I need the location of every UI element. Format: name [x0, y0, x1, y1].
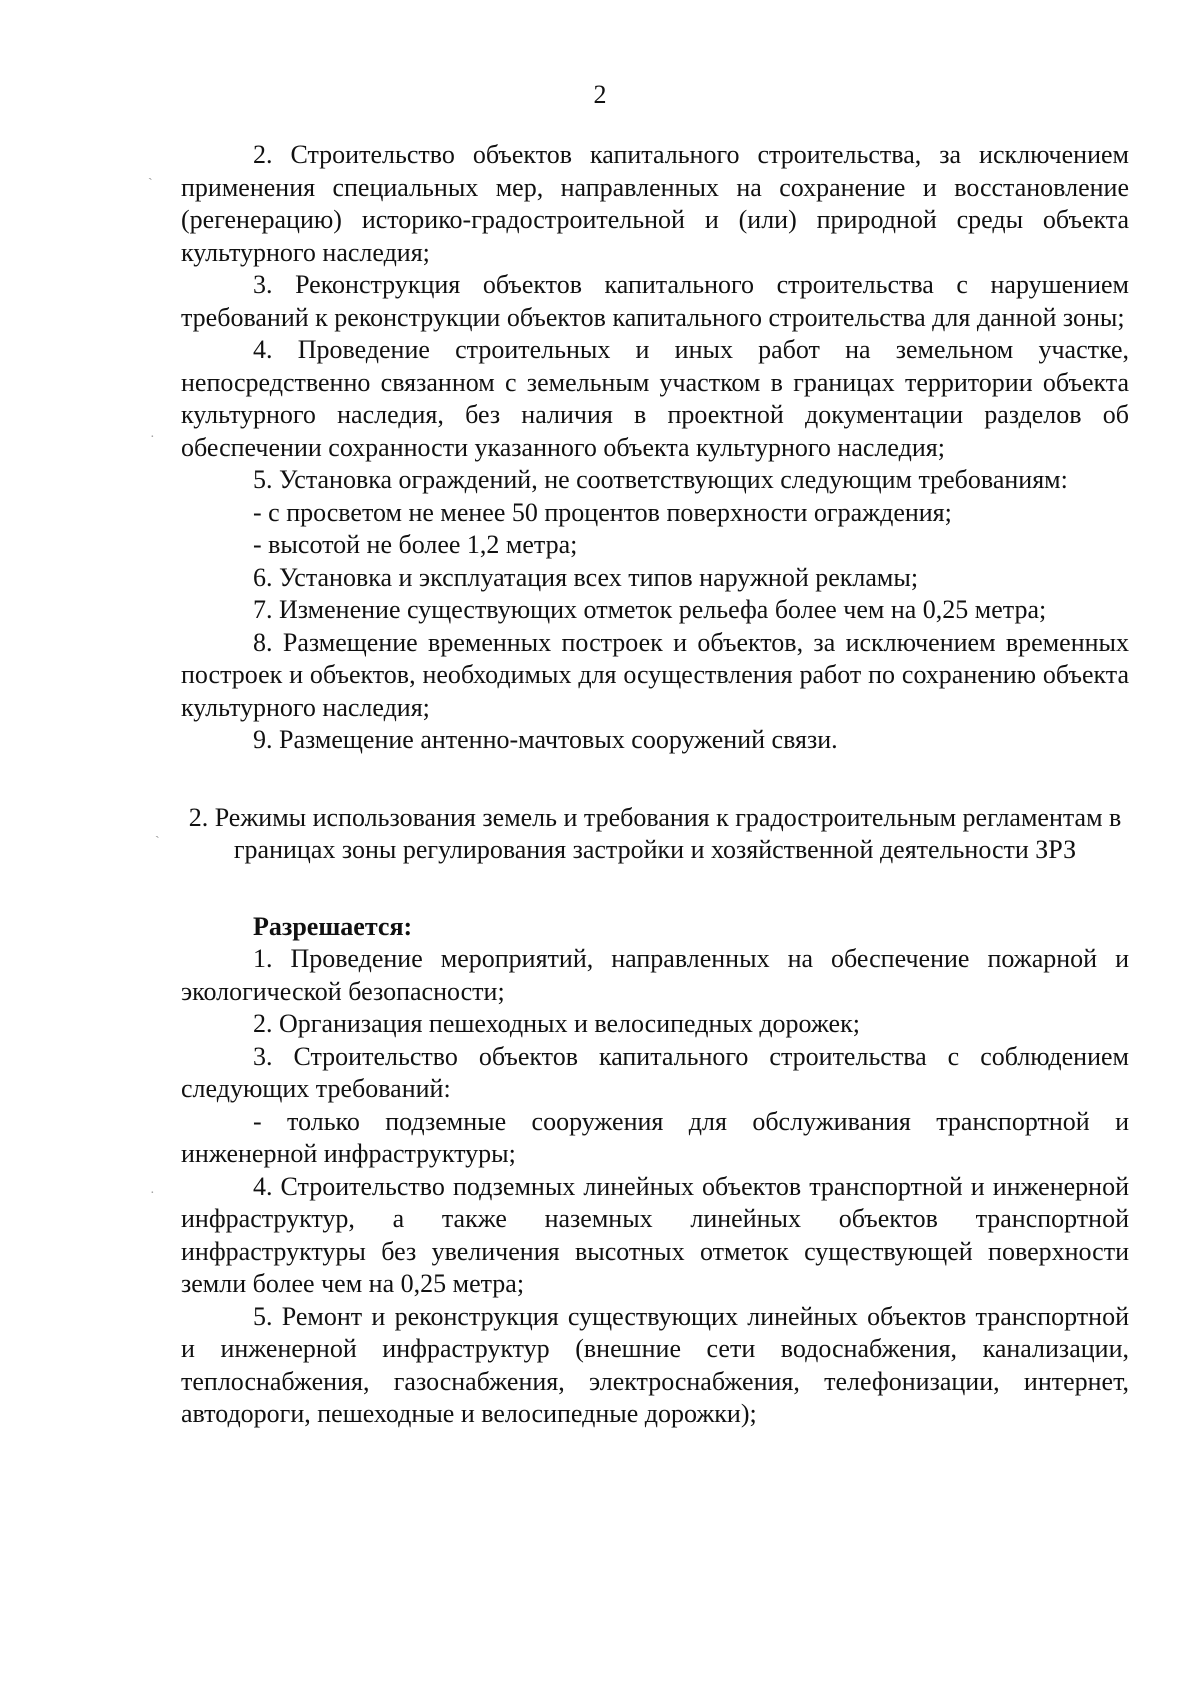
- list-item: 9. Размещение антенно-мачтовых сооружений связи.: [253, 725, 838, 754]
- scan-speck: ˏ: [148, 166, 153, 181]
- section-subheading: Разрешается:: [253, 911, 413, 941]
- prohibited-list: [181, 139, 1129, 757]
- scan-speck: ˏ: [155, 824, 160, 839]
- list-item: 2. Строительство объектов капитального строительства, за исключением применения специальных мер, направленных на сохранение и восстановление (регенерацию) историко-градостроительной и (или) природной среды объекта культурного наследия;: [181, 140, 1129, 267]
- list-item: - только подземные сооружения для обслуживания транспортной и инженерной инфраструктуры;: [181, 1106, 1129, 1168]
- list-item: - с просветом не менее 50 процентов поверхности ограждения;: [253, 497, 952, 527]
- section-spacer: [181, 757, 1129, 802]
- list-item: - высотой не более 1,2 метра;: [253, 530, 578, 559]
- list-item: 5. Ремонт и реконструкция существующих линейных объектов транспортной и инженерной инфраструктур (внешние сети водоснабжения, канализации, теплоснабжения, газоснабжения, электроснабжения, телефонизации, интернет, автодороги, пешеходные и велосипедные дорожки);: [181, 1301, 1129, 1428]
- section-heading: 2. Режимы использования земель и требования к градостроительным регламентам в границах зоны регулирования застройки и хозяйственной деятельности ЗРЗ: [188, 802, 1122, 864]
- list-item: 1. Проведение мероприятий, направленных на обеспечение пожарной и экологической безопасности;: [181, 944, 1129, 1006]
- section-spacer: [181, 867, 1129, 911]
- list-item: 2. Организация пешеходных и велосипедных дорожек;: [253, 1009, 860, 1038]
- list-item: 4. Строительство подземных линейных объектов транспортной и инженерной инфраструктур, а также наземных линейных объектов транспортной инфраструктуры без увеличения высотных отметок существующей поверхности земли более чем на 0,25 метра;: [181, 1171, 1129, 1298]
- document-body: [181, 139, 1129, 1431]
- permitted-list: [181, 943, 1129, 1431]
- list-item: 3. Реконструкция объектов капитального строительства с нарушением требований к реконструкции объектов капитального строительства для данной зоны;: [181, 270, 1129, 332]
- list-item: 7. Изменение существующих отметок рельефа более чем на 0,25 метра;: [253, 595, 1047, 624]
- page-number: 2: [593, 80, 607, 109]
- scan-speck: ·: [150, 1186, 155, 1201]
- list-item: 8. Размещение временных построек и объектов, за исключением временных построек и объектов, необходимых для осуществления работ по сохранению объекта культурного наследия;: [181, 627, 1129, 722]
- scan-speck: ·: [150, 430, 155, 445]
- list-item: 3. Строительство объектов капитального строительства с соблюдением следующих требований:: [181, 1041, 1129, 1103]
- list-item: 6. Установка и эксплуатация всех типов наружной рекламы;: [253, 562, 919, 592]
- list-item: 5. Установка ограждений, не соответствующих следующим требованиям:: [253, 465, 1068, 494]
- list-item: 4. Проведение строительных и иных работ на земельном участке, непосредственно связанном с земельным участком в границах территории объекта культурного наследия, без наличия в проектной документации разделов об обеспечении сохранности указанного объекта культурного наследия;: [181, 335, 1129, 462]
